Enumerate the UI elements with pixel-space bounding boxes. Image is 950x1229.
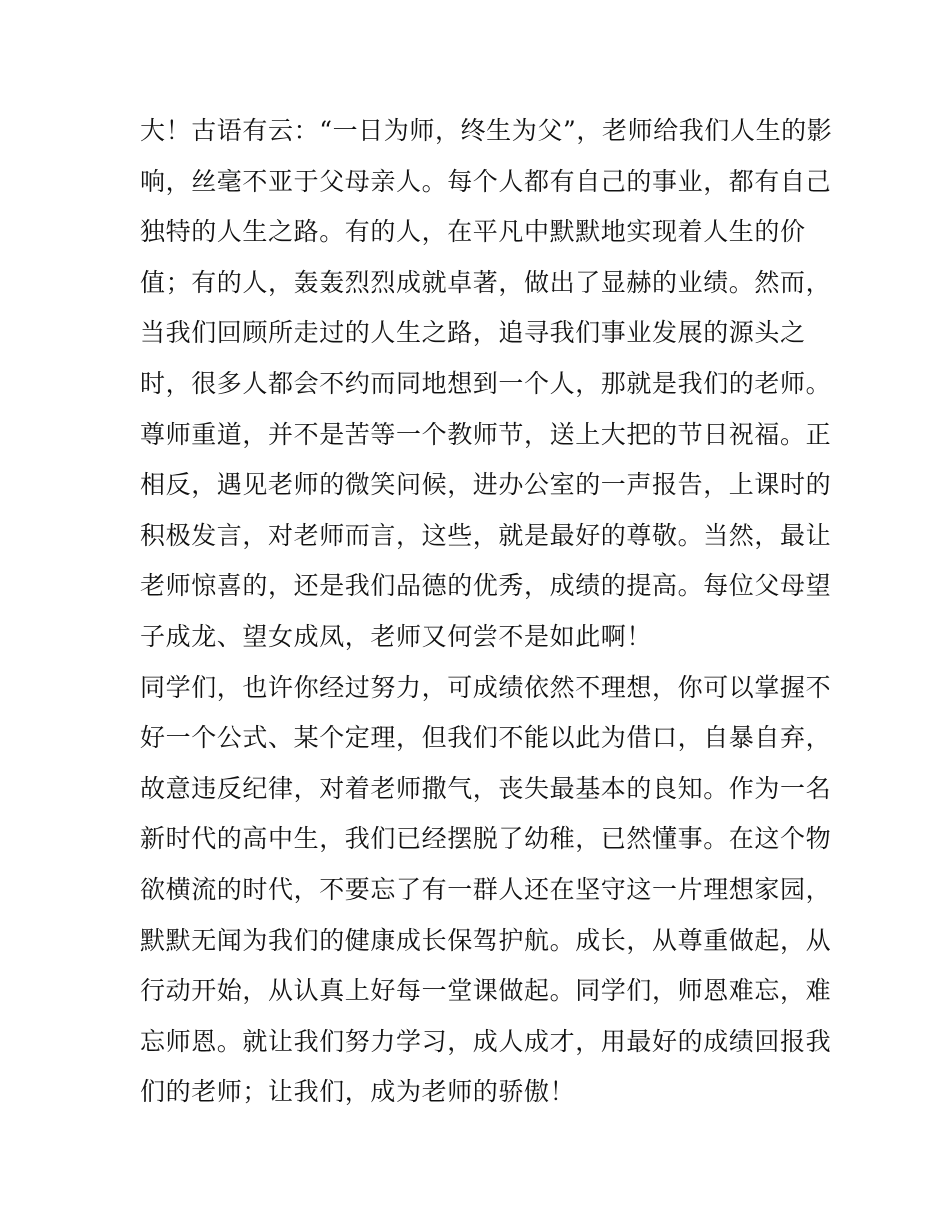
text-line: 好一个公式、某个定理，但我们不能以此为借口，自暴自弃， [140,723,832,753]
text-line: 欲横流的时代，不要忘了有一群人还在坚守这一片理想家园， [140,874,832,904]
text-line: 积极发言，对老师而言，这些，就是最好的尊敬。当然，最让 [140,520,832,550]
text-line: 行动开始，从认真上好每一堂课做起。同学们，师恩难忘，难 [140,976,832,1006]
body-text [140,106,833,1118]
text-line: 忘师恩。就让我们努力学习，成人成才，用最好的成绩回报我 [140,1026,832,1056]
text-line: 新时代的高中生，我们已经摆脱了幼稚，已然懂事。在这个物 [140,824,832,854]
text-line: 相反，遇见老师的微笑问候，进办公室的一声报告，上课时的 [140,470,832,500]
text-line: 默默无闻为我们的健康成长保驾护航。成长，从尊重做起，从 [140,925,832,955]
text-line: 值；有的人，轰轰烈烈成就卓著，做出了显赫的业绩。然而， [140,267,832,297]
text-line: 时，很多人都会不约而同地想到一个人，那就是我们的老师。 [140,368,832,398]
text-line: 当我们回顾所走过的人生之路，追寻我们事业发展的源头之 [140,318,806,348]
text-line: 老师惊喜的，还是我们品德的优秀，成绩的提高。每位父母望 [140,571,832,601]
text-line: 们的老师；让我们，成为老师的骄傲！ [140,1077,576,1107]
text-line: 尊师重道，并不是苦等一个教师节，送上大把的节日祝福。正 [140,419,832,449]
text-line: 子成龙、望女成凤，老师又何尝不是如此啊！ [140,621,653,651]
text-line: 独特的人生之路。有的人，在平凡中默默地实现着人生的价 [140,217,806,247]
text-line: 同学们，也许你经过努力，可成绩依然不理想，你可以掌握不 [140,672,832,702]
text-line: 响，丝毫不亚于父母亲人。每个人都有自己的事业，都有自己 [140,166,832,196]
text-line: 故意违反纪律，对着老师撒气，丧失最基本的良知。作为一名 [140,773,832,803]
text-line: 大！古语有云：“一日为师，终生为父”，老师给我们人生的影 [140,116,833,145]
